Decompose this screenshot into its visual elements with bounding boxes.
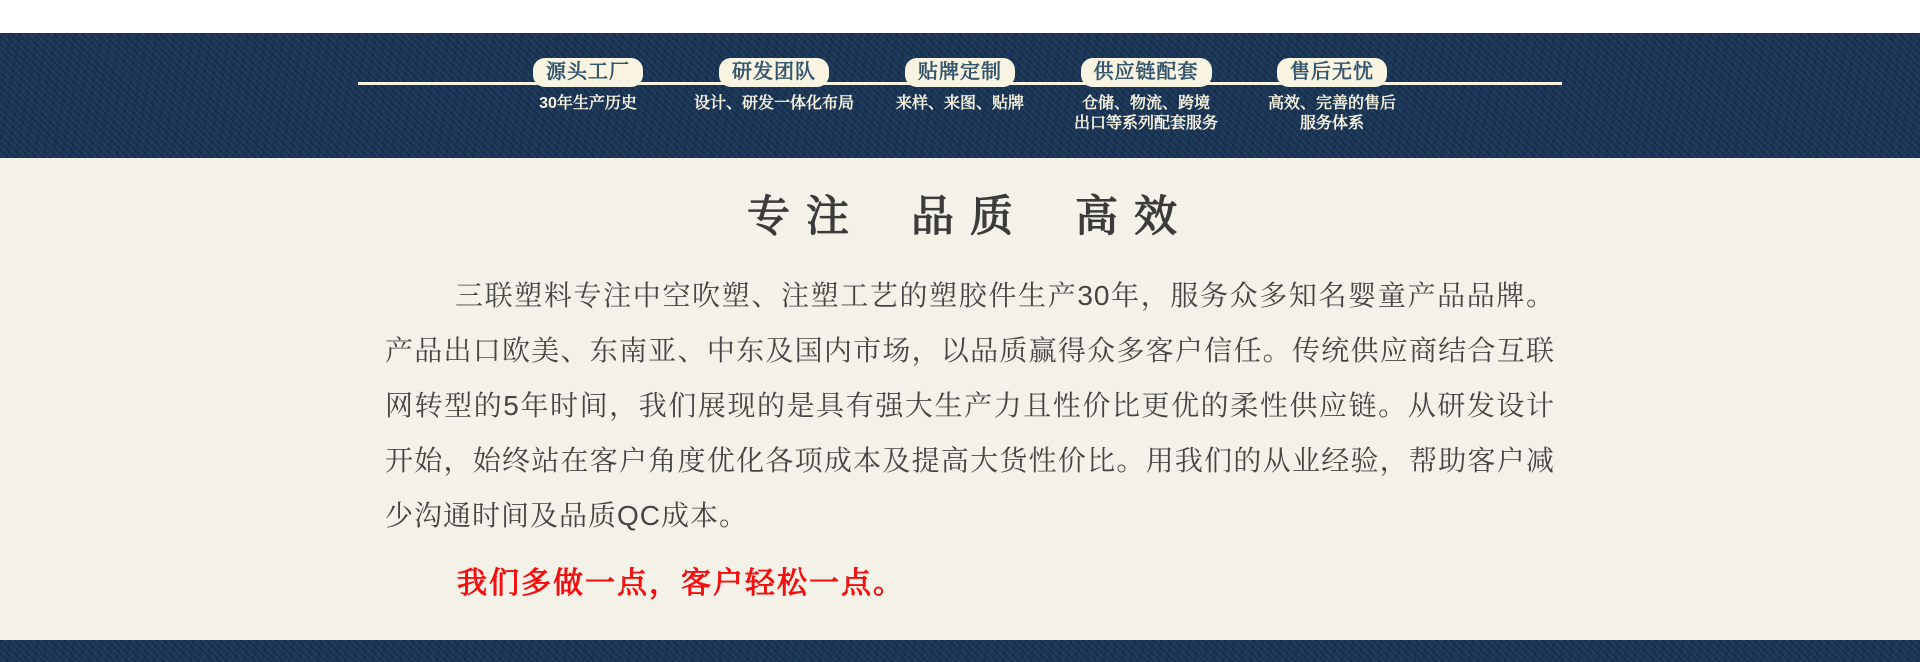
intro-section xyxy=(0,158,1920,640)
badge-desc-line: 高效、完善的售后 xyxy=(1267,95,1396,112)
badge-pill-label: 研发团队 xyxy=(719,58,829,87)
badge-desc-line: 设计、研发一体化布局 xyxy=(693,95,854,112)
badge-desc-line: 来样、来图、贴牌 xyxy=(895,95,1024,112)
badge-desc-line: 30年生产历史 xyxy=(539,95,637,112)
section-title: 专注 品质 高效 xyxy=(747,193,1193,241)
badge-pill-label: 源头工厂 xyxy=(533,58,643,87)
top-white-strip xyxy=(0,0,1920,33)
badge-description xyxy=(1222,94,1442,134)
badge-pill-label: 售后无忧 xyxy=(1277,58,1387,87)
company-intro-paragraph: 三联塑料专注中空吹塑、注塑工艺的塑胶件生产30年，服务众多知名婴童产品品牌。产品出口欧美、东南亚、中东及国内市场，以品质赢得众多客户信任。传统供应商结合互联网转型的5年时间，我们展现的是具有强大生产力且性价比更优的柔性供应链。从研发设计开始，始终站在客户角度优化各项成本及提高大货性价比。用我们的从业经验，帮助客户减少沟通时间及品质QC成本。 xyxy=(385,280,1555,531)
badge-desc-line: 出口等系列配套服务 xyxy=(1073,115,1218,132)
feature-badge-after-sales xyxy=(1222,58,1442,134)
feature-banner xyxy=(0,33,1920,158)
badge-desc-line: 服务体系 xyxy=(1299,115,1364,132)
slogan-text: 我们多做一点，客户轻松一点。 xyxy=(457,567,905,600)
badge-pill-label: 贴牌定制 xyxy=(905,58,1015,87)
badge-pill-label: 供应链配套 xyxy=(1081,58,1212,87)
intro-content xyxy=(385,158,1555,601)
bottom-navy-strip xyxy=(0,640,1920,662)
badge-desc-line: 仓储、物流、跨境 xyxy=(1081,95,1210,112)
